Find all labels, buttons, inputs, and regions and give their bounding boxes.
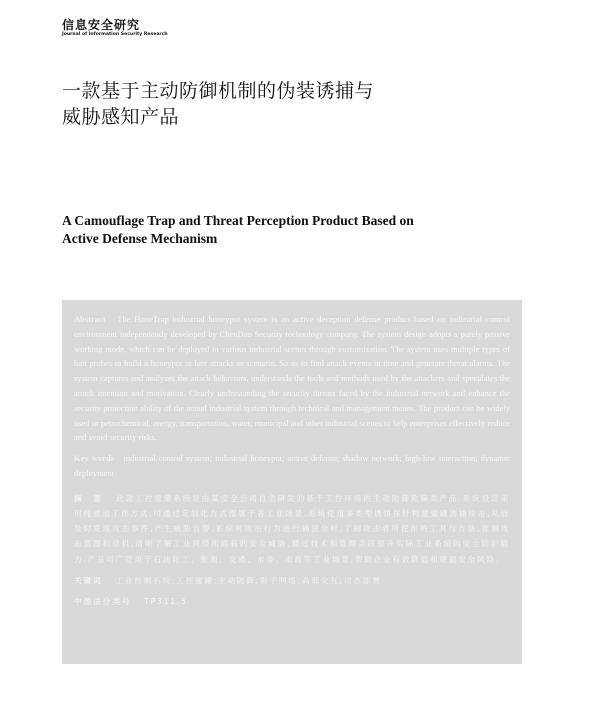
abstract-en [74,312,510,445]
classification [74,594,510,609]
keywords-en-text: industrial control system; industrial honeypot; active defense; shadow network; high-low interaction; dynamic deployment [74,453,510,478]
keywords-en-label: Key words [74,453,114,464]
abstract-cn-label: 摘 要 [74,493,104,503]
abstract-cn-text: 此款工控蜜罐系统是由某安全公司自主研发的基于工控环境的主动防御欺骗类产品.系统设计采用纯被动工作方式,可通过定制化方式部署于各工业场景.系统使用多类型诱饵探针构建蜜罐诱捕攻击,从而及时发现攻击事件,产生威胁告警.系统对攻击行为进行捕获分析,了解攻击者所使用的工具与方法,推测攻击意图和动机,清晰了解工业网络所面临的安全威胁,通过技术和管理手段提升实际工业系统的安全防护能力.产品可广泛用于石油化工、能源、交通、水务、市政等工业场景,帮助企业有效降低和规避安全风险. [74,493,511,564]
abstract-cn [74,491,510,567]
title-en [62,212,542,248]
keywords-cn-text: 工业控制系统;工控蜜罐;主动防御;影子网络;高低交互;动态部署 [115,575,382,585]
title-cn-line2: 威胁感知产品 [62,106,180,128]
title-cn-line1: 一款基于主动防御机制的伪装诱捕与 [62,80,375,102]
keywords-en [74,451,510,481]
classification-label: 中图法分类号 [74,596,132,606]
journal-name-en: Journal of Information Security Research [62,32,168,37]
journal-name-cn: 信息安全研究 [62,18,141,32]
abstract-en-text: The HoneTrap industrial honeypot system is an active deception defense product based on industrial control environment independently developed by ChenDao Security technology company. The system design adopts a purely passive working mode, which can be deployed in various industrial scenes through customization. The system uses multiple types of bait probes to build a honeypot to lure attacks or scenario. So as to find attack events in time and generate threat alarms. The system captures and analyzes the attack behaviors, understands the tools and methods used by the attackers and speculates the attack intention and motivation. Clearly understanding the security threats faced by the industrial network and enhance the security protection ability of the actual industrial system through technical and management means. The product can be widely used in petrochemical, energy, transportation, water, municipal and other industrial scenes to help enterprises effectively reduce and avoid security risks. [74,314,510,443]
title-en-line2: Active Defense Mechanism [62,231,218,246]
journal-masthead [62,18,168,38]
title-en-line1: A Camouflage Trap and Threat Perception Product Based on [62,213,414,228]
keywords-cn-label: 关键词 [74,575,103,585]
classification-value: TP311.5 [144,596,188,606]
keywords-cn [74,573,510,588]
abstract-en-label: Abstract [74,314,106,324]
title-cn [62,78,532,130]
abstract-box [62,300,522,664]
